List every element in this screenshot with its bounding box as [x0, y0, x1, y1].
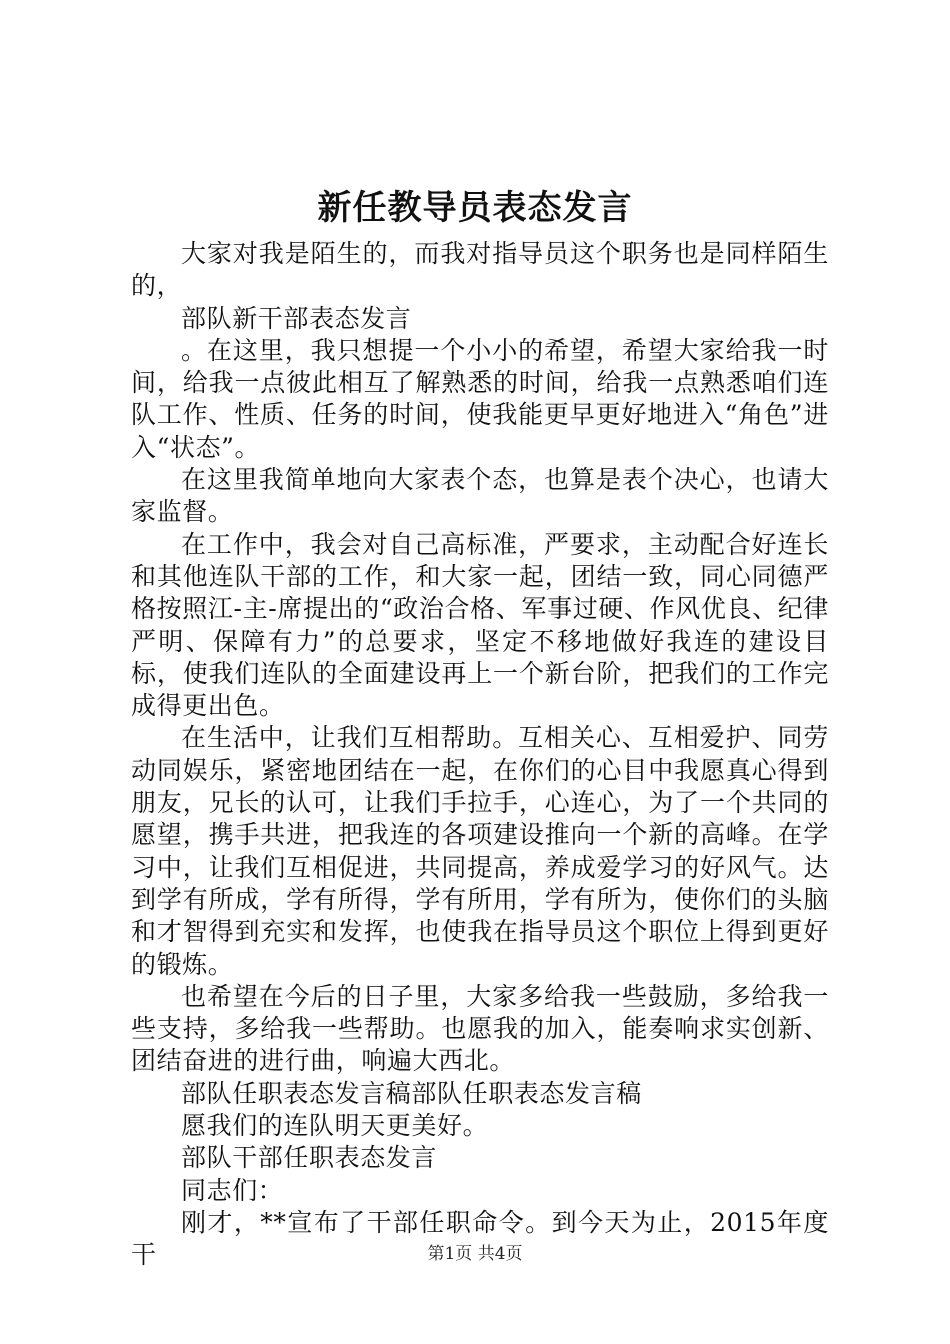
document-body: [131, 238, 829, 1272]
paragraph: 同志们：: [181, 1175, 284, 1205]
paragraph: 刚才，**宣布了干部任职命令。到今天为止，2015年度干: [131, 1207, 829, 1270]
document-title: 新任教导员表态发言: [317, 188, 633, 228]
paragraph: 部队任职表态发言稿部队任职表态发言稿: [181, 1078, 642, 1108]
paragraph: 在工作中，我会对自己高标准，严要求，主动配合好连长和其他连队干部的工作，和大家一起，团结一致，同心同德严格按照江-主-席提出的“政治合格、军事过硬、作风优良、纪律严明、保障有力”的总要求，坚定不移地做好我连的建设目标，使我们连队的全面建设再上一个新台阶，把我们的工作完成得更出色。: [131, 529, 829, 721]
paragraph: 也希望在今后的日子里，大家多给我一些鼓励，多给我一些支持，多给我一些帮助。也愿我的加入，能奏响求实创新、团结奋进的进行曲，响遍大西北。: [131, 981, 829, 1076]
paragraph: 大家对我是陌生的，而我对指导员这个职务也是同样陌生的，: [131, 239, 829, 301]
paragraph: 。在这里，我只想提一个小小的希望，希望大家给我一时间，给我一点彼此相互了解熟悉的时间，给我一点熟悉咱们连队工作、性质、任务的时间，使我能更早更好地进入“角色”进入“状态”。: [131, 335, 829, 462]
paragraph: 部队干部任职表态发言: [181, 1143, 438, 1173]
paragraph: 在生活中，让我们互相帮助。互相关心、互相爱护、同劳动同娱乐，紧密地团结在一起，在你们的心目中我愿真心得到朋友，兄长的认可，让我们手拉手，心连心，为了一个共同的愿望，携手共进，把我连的各项建设推向一个新的高峰。在学习中，让我们互相促进，共同提高，养成爱学习的好风气。达到学有所成，学有所得，学有所用，学有所为，使你们的头脑和才智得到充实和发挥，也使我在指导员这个职位上得到更好的锻炼。: [131, 723, 829, 979]
paragraph: 部队新干部表态发言: [181, 303, 412, 333]
page-number-footer: 第1页 共4页: [427, 1244, 523, 1264]
paragraph: 愿我们的连队明天更美好。: [181, 1111, 489, 1141]
paragraph: 在这里我简单地向大家表个态，也算是表个决心，也请大家监督。: [131, 465, 829, 527]
